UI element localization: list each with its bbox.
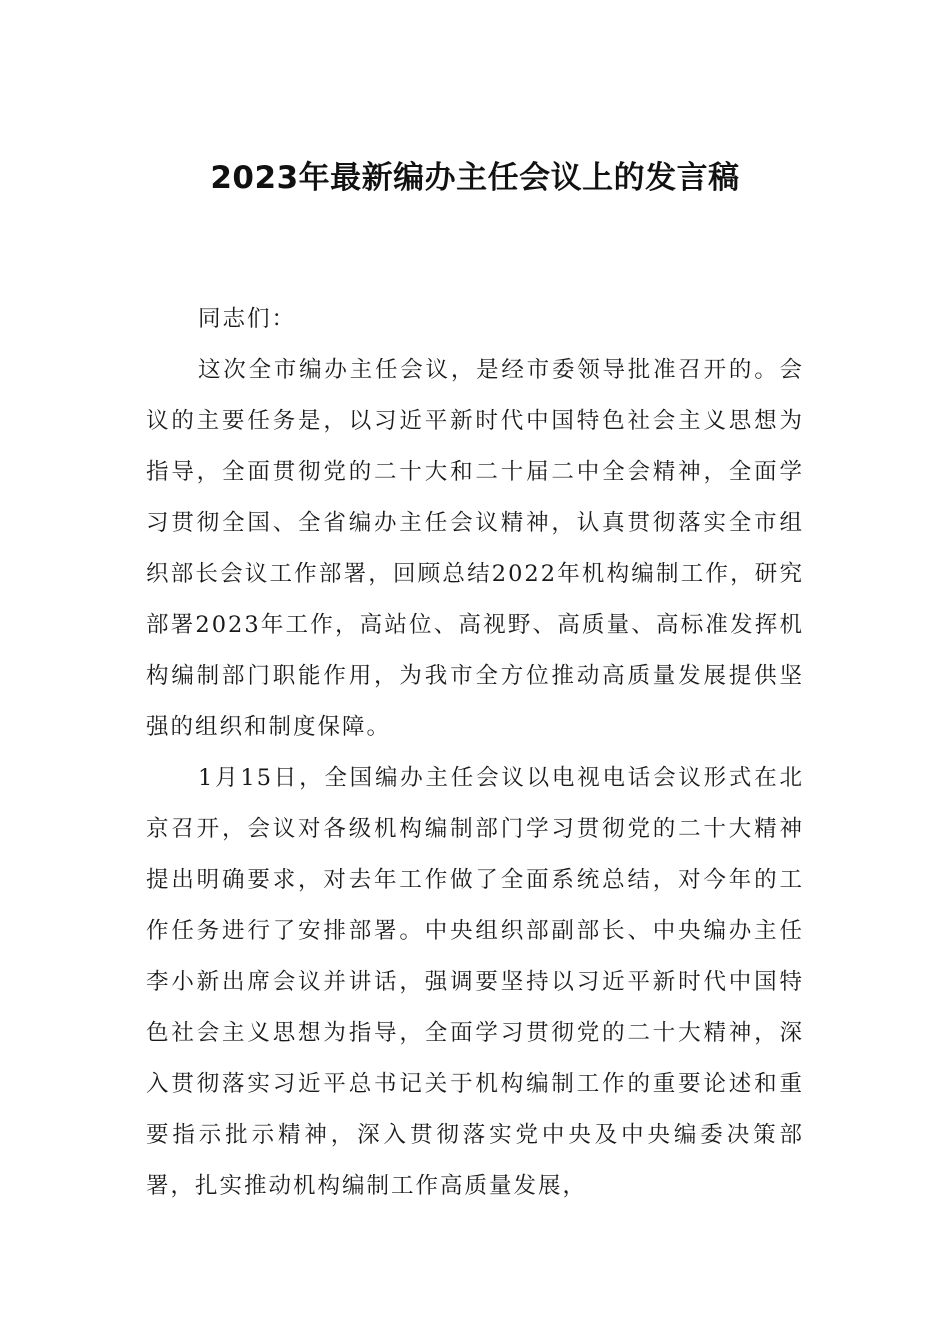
document-title: 2023年最新编办主任会议上的发言稿	[210, 160, 740, 196]
document-body	[146, 294, 804, 1212]
salutation: 同志们：	[198, 306, 297, 332]
body-paragraph: 1月15日，全国编办主任会议以电视电话会议形式在北京召开，会议对各级机构编制部门学习贯彻党的二十大精神提出明确要求，对去年工作做了全面系统总结，对今年的工作任务进行了安排部署。中央组织部副部长、中央编办主任李小新出席会议并讲话，强调要坚持以习近平新时代中国特色社会主义思想为指导，全面学习贯彻党的二十大精神，深入贯彻落实习近平总书记关于机构编制工作的重要论述和重要指示批示精神，深入贯彻落实党中央及中央编委决策部署，扎实推动机构编制工作高质量发展，	[146, 765, 804, 1199]
body-paragraph: 这次全市编办主任会议，是经市委领导批准召开的。会议的主要任务是，以习近平新时代中国特色社会主义思想为指导，全面贯彻党的二十大和二十届二中全会精神，全面学习贯彻全国、全省编办主任会议精神，认真贯彻落实全市组织部长会议工作部署，回顾总结2022年机构编制工作，研究部署2023年工作，高站位、高视野、高质量、高标准发挥机构编制部门职能作用，为我市全方位推动高质量发展提供坚强的组织和制度保障。	[146, 357, 804, 740]
